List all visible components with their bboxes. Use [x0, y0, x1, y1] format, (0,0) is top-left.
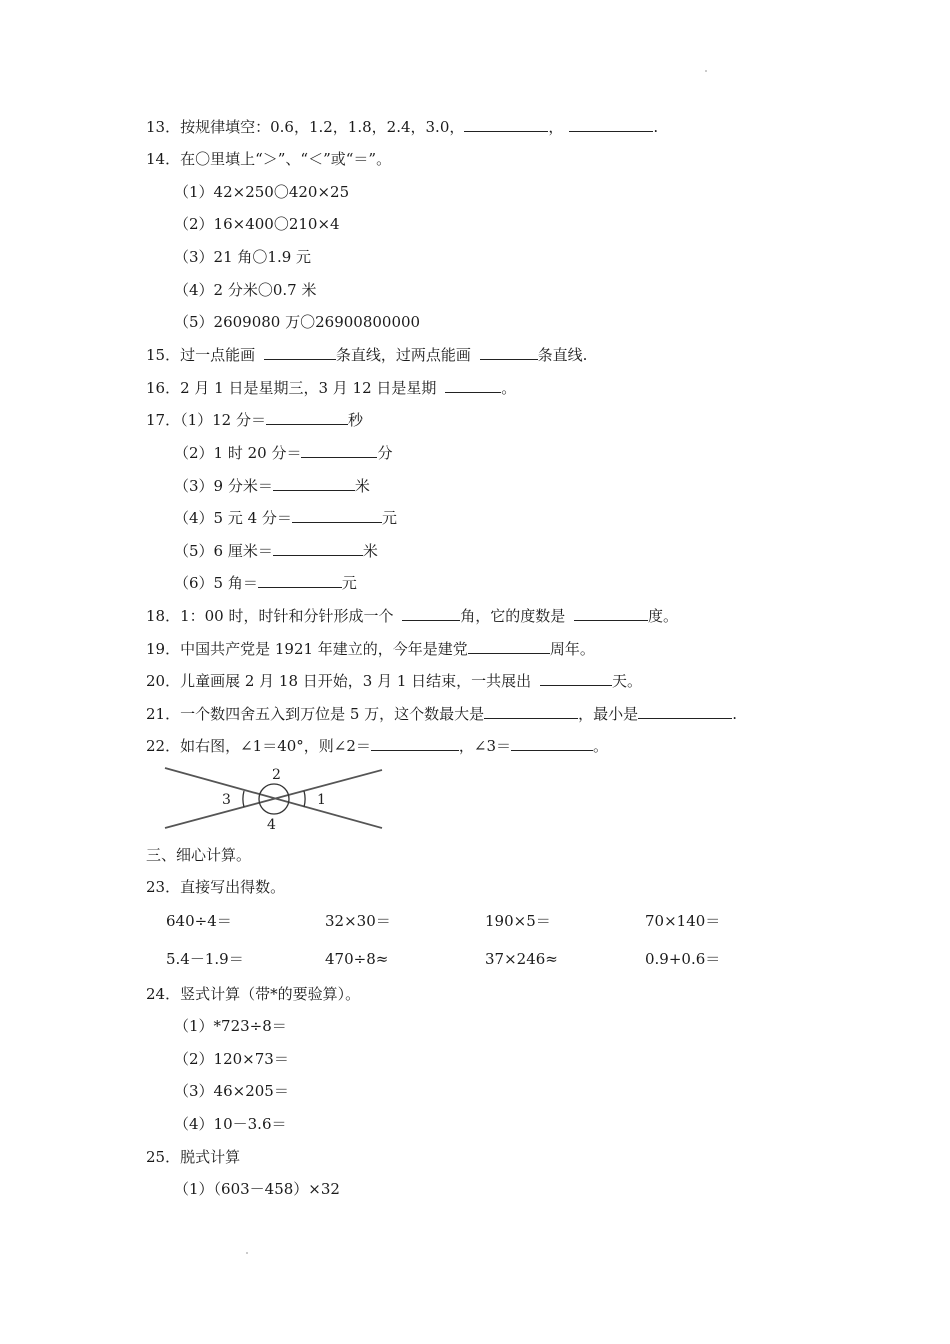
question-23-title: 23．直接写出得数。 — [146, 878, 286, 896]
answer-blank[interactable] — [273, 476, 355, 491]
angle-label: 3 — [222, 792, 231, 808]
question-16 — [146, 378, 516, 398]
answer-blank[interactable] — [264, 345, 336, 360]
calc-item: 5.4－1.9＝ — [166, 950, 244, 968]
question-14-item: （2）16×400〇210×4 — [174, 215, 340, 233]
question-17-item — [174, 573, 357, 593]
question-13-text: 13．按规律填空：0.6，1.2，1.8，2.4，3.0， — [146, 118, 465, 136]
end-punct: . — [653, 118, 659, 136]
question-14-title: 14．在〇里填上“＞”、“＜”或“＝”。 — [146, 150, 392, 168]
angle-arc — [304, 791, 305, 807]
question-17-item — [174, 476, 370, 496]
angle-label: 1 — [317, 792, 326, 808]
angle-arc — [243, 791, 244, 807]
answer-blank[interactable] — [468, 639, 550, 654]
question-18-part: 18．1：00 时，时针和分针形成一个 — [146, 607, 399, 625]
separator: ， — [548, 118, 564, 136]
answer-blank[interactable] — [266, 410, 348, 425]
question-17-part: （4）5 元 4 分＝ — [174, 509, 292, 527]
answer-blank[interactable] — [464, 117, 548, 132]
question-17-item — [174, 443, 393, 463]
question-24-title: 24．竖式计算（带*的要验算）。 — [146, 985, 361, 1003]
scan-dot — [246, 1252, 248, 1254]
question-20-part: 天。 — [611, 672, 642, 690]
calc-item: 190×5＝ — [485, 912, 551, 930]
calc-item: 0.9+0.6＝ — [645, 950, 721, 968]
question-15-part: 条直线. — [537, 346, 588, 364]
question-15-part: 条直线，过两点能画 — [335, 346, 476, 364]
question-24-item: （1）*723÷8＝ — [174, 1017, 287, 1035]
question-18 — [146, 606, 678, 626]
unit-label: 米 — [354, 477, 370, 495]
question-17-item — [174, 541, 378, 561]
question-17-part: 17．（1）12 分＝ — [146, 411, 266, 429]
question-22-part: ，∠3＝ — [458, 737, 512, 755]
question-19 — [146, 639, 595, 659]
question-24-item: （3）46×205＝ — [174, 1082, 289, 1100]
question-15-part: 15．过一点能画 — [146, 346, 260, 364]
unit-label: 元 — [341, 574, 357, 592]
answer-blank[interactable] — [574, 606, 648, 621]
question-20 — [146, 671, 642, 691]
answer-blank[interactable] — [445, 378, 501, 393]
question-15 — [146, 345, 587, 365]
calc-item: 32×30＝ — [325, 912, 391, 930]
question-21-part: . — [732, 705, 737, 723]
angle-label: 2 — [272, 767, 281, 783]
calc-item: 37×246≈ — [485, 950, 558, 968]
answer-blank[interactable] — [273, 541, 363, 556]
question-24-item: （4）10－3.6＝ — [174, 1115, 287, 1133]
question-22 — [146, 736, 608, 756]
question-25-title: 25．脱式计算 — [146, 1148, 241, 1166]
question-17-part: （3）9 分米＝ — [174, 477, 273, 495]
question-21 — [146, 704, 737, 724]
question-21-part: ，最小是 — [578, 705, 639, 723]
question-14-item: （4）2 分米〇0.7 米 — [174, 281, 317, 299]
answer-blank[interactable] — [638, 704, 732, 719]
calc-item: 70×140＝ — [645, 912, 721, 930]
unit-label: 分 — [377, 444, 393, 462]
question-21-part: 21．一个数四舍五入到万位是 5 万，这个数最大是 — [146, 705, 485, 723]
question-25-item: （1）（603－458）×32 — [174, 1180, 340, 1198]
question-17-part: （2）1 时 20 分＝ — [174, 444, 302, 462]
question-18-part: 度。 — [648, 607, 679, 625]
question-22-part: 22．如右图，∠1＝40°，则∠2＝ — [146, 737, 371, 755]
angle-label: 4 — [267, 817, 276, 832]
question-14-item: （1）42×250〇420×25 — [174, 183, 350, 201]
question-13 — [146, 117, 658, 137]
question-17-part: （5）6 厘米＝ — [174, 542, 273, 560]
angle-figure — [162, 762, 387, 832]
unit-label: 秒 — [348, 411, 364, 429]
question-17-item — [174, 508, 397, 528]
unit-label: 元 — [381, 509, 397, 527]
question-16-part: 。 — [501, 379, 517, 397]
answer-blank[interactable] — [480, 345, 538, 360]
question-14-item: （3）21 角〇1.9 元 — [174, 248, 312, 266]
answer-blank[interactable] — [569, 117, 653, 132]
answer-blank[interactable] — [511, 736, 593, 751]
answer-blank[interactable] — [258, 573, 342, 588]
calc-item: 470÷8≈ — [325, 950, 389, 968]
question-22-part: 。 — [593, 737, 609, 755]
question-14-item: （5）2609080 万〇26900800000 — [174, 313, 421, 331]
question-19-part: 周年。 — [549, 640, 595, 658]
answer-blank[interactable] — [484, 704, 578, 719]
answer-blank[interactable] — [292, 508, 382, 523]
question-17-part: （6）5 角＝ — [174, 574, 258, 592]
question-20-part: 20．儿童画展 2 月 18 日开始，3 月 1 日结束，一共展出 — [146, 672, 536, 690]
question-17 — [146, 410, 363, 430]
question-18-part: 角，它的度数是 — [460, 607, 571, 625]
answer-blank[interactable] — [540, 671, 612, 686]
unit-label: 米 — [362, 542, 378, 560]
question-19-part: 19．中国共产党是 1921 年建立的，今年是建党 — [146, 640, 468, 658]
scan-dot — [705, 70, 707, 72]
question-16-part: 16．2 月 1 日是星期三，3 月 12 日是星期 — [146, 379, 442, 397]
answer-blank[interactable] — [301, 443, 377, 458]
answer-blank[interactable] — [402, 606, 460, 621]
section-heading: 三、细心计算。 — [146, 846, 252, 864]
question-24-item: （2）120×73＝ — [174, 1050, 289, 1068]
answer-blank[interactable] — [371, 736, 459, 751]
calc-item: 640÷4＝ — [166, 912, 232, 930]
